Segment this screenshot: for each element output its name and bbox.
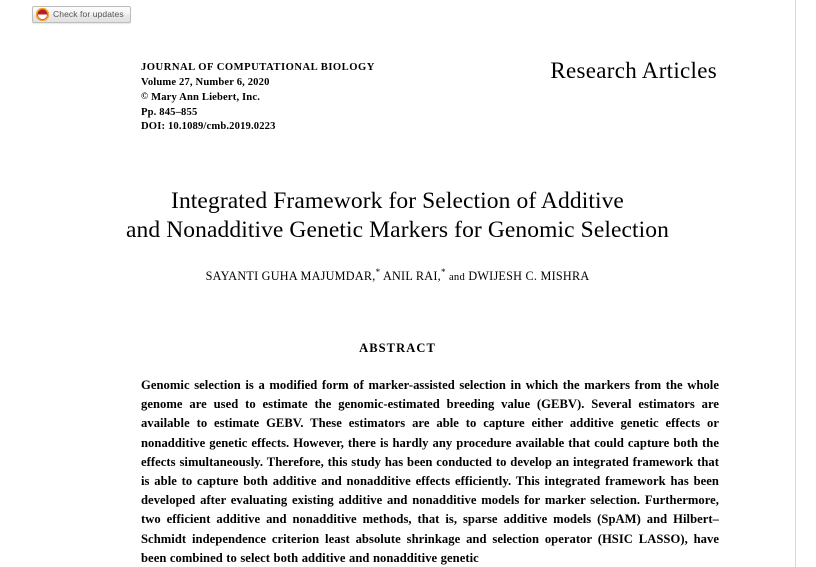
publisher-name: Mary Ann Liebert, Inc. — [151, 92, 260, 103]
page-gutter — [796, 0, 816, 567]
journal-doi[interactable]: DOI: 10.1089/cmb.2019.0223 — [141, 121, 276, 132]
author-2-affiliation-marker: * — [440, 266, 446, 277]
journal-publisher-line — [141, 90, 375, 106]
check-for-updates-badge[interactable] — [32, 6, 131, 23]
journal-pages: Pp. 845–855 — [141, 106, 198, 118]
page-title — [48, 187, 747, 245]
author-2: ANIL RAI, — [382, 269, 441, 283]
abstract-body: Genomic selection is a modified form of marker-assisted selection in which the markers from the whole genome are used to estimate the genomic-estimated breeding value (GEBV). Several estimators are available to estimate GEBV. These estimators are able to capture either additive genetic effects or nonadditive genetic effects. However, there is hardly any procedure available that could capture both the effects simultaneously. Therefore, this study has been conducted to develop an integrated framework that is able to capture both additive and nonadditive effects efficiently. This integrated framework has been developed after evaluating existing additive and nonadditive models for marker selection. Furthermore, two efficient additive and nonadditive methods, that is, sparse additive models (SpAM) and Hilbert–Schmidt independence criterion least absolute shrinkage and selection operator (HSIC LASSO), have been combined to select both additive and nonadditive genetic — [141, 378, 719, 565]
crossmark-icon — [36, 8, 49, 21]
author-conjunction: and — [448, 272, 466, 283]
title-line-2: and Nonadditive Genetic Markers for Genomic Selection — [125, 216, 669, 243]
author-1-affiliation-marker: * — [375, 266, 381, 277]
author-3: DWIJESH C. MISHRA — [468, 269, 590, 283]
section-label: Research Articles — [550, 58, 717, 83]
abstract-heading: ABSTRACT — [359, 341, 436, 355]
author-list — [48, 266, 747, 284]
journal-name: JOURNAL OF COMPUTATIONAL BIOLOGY — [141, 62, 375, 73]
title-line-1: Integrated Framework for Selection of Additive — [171, 187, 624, 214]
check-for-updates-label: Check for updates — [53, 9, 124, 20]
author-1: SAYANTI GUHA MAJUMDAR, — [205, 269, 376, 283]
journal-volume: Volume 27, Number 6, 2020 — [141, 76, 270, 88]
journal-masthead — [141, 61, 375, 135]
copyright-symbol: © — [141, 92, 149, 102]
